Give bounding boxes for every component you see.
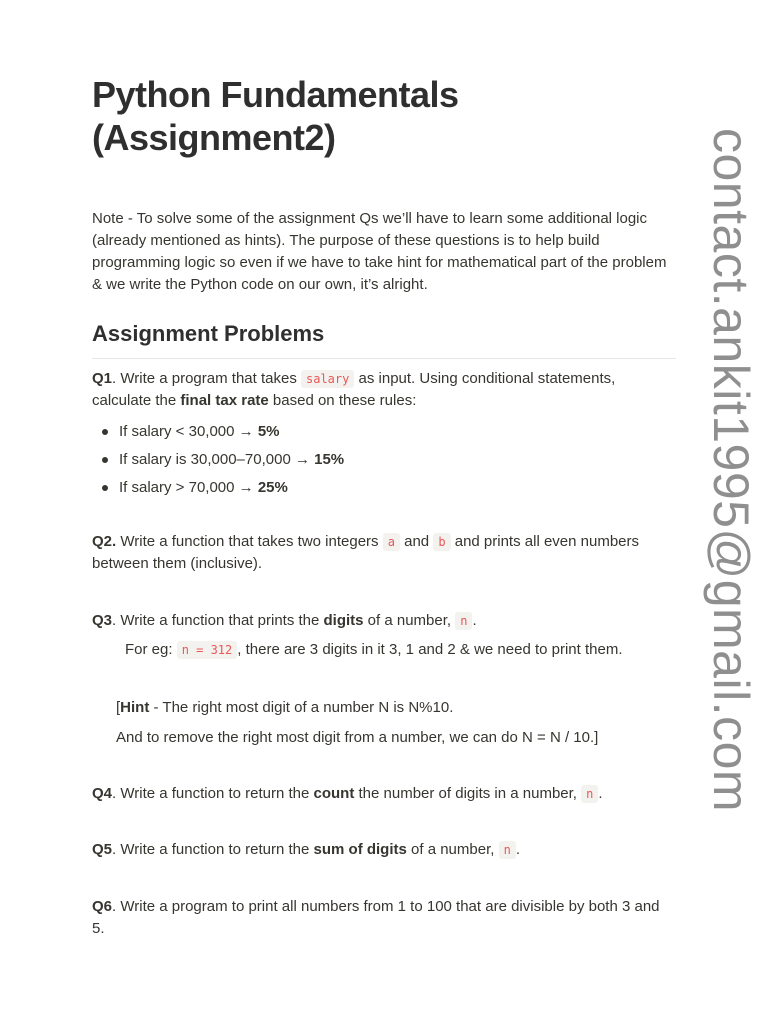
question-text: . Write a function that prints the [112, 612, 324, 629]
email-watermark: contact.ankit1995@gmail.com [703, 128, 759, 813]
question-text: as input. Using conditional statements, calculate the [92, 370, 616, 409]
question-5 [92, 839, 676, 861]
question-text: . [472, 612, 477, 629]
question-text: of a number, [363, 612, 456, 629]
inline-code: n = 312 [177, 641, 238, 659]
question-label: Q3 [92, 612, 113, 629]
question-text: . [598, 785, 603, 802]
bold-term: count [313, 785, 355, 802]
question-text: . Write a function to return the [112, 785, 314, 802]
inline-code: a [383, 533, 400, 551]
question-1 [92, 368, 676, 412]
inline-code: n [499, 841, 516, 859]
question-text: and [399, 533, 434, 550]
list-item [119, 446, 344, 474]
hint-bracket: [ [116, 699, 121, 716]
inline-code: b [433, 533, 450, 551]
question-text: the number of digits in a number, [354, 785, 582, 802]
question-text: . Write a function to return the [112, 841, 314, 858]
hint-line-1 [116, 697, 453, 719]
question-text: . [515, 841, 520, 858]
question-text: Write a function that takes two integers [116, 533, 383, 550]
question-label: Q5 [92, 841, 113, 858]
hint-text: - The right most digit of a number N is N%10. [149, 699, 454, 716]
inline-code: n [581, 785, 598, 803]
section-heading: Assignment Problems [92, 321, 325, 346]
note-paragraph: Note - To solve some of the assignment Qs we’ll have to learn some additional logic (already mentioned as hints). The purpose of these questions is to help build programming logic so even if we have to take hint for mathematical part of the problem & we write the Python code on our own, it’s alright. [92, 210, 667, 293]
inline-code: n [455, 612, 472, 630]
rule-rate: 5% [257, 423, 280, 440]
question-text: . Write a program to print all numbers from 1 to 100 that are divisible by both 3 and 5. [92, 898, 660, 937]
page-title: Python Fundamentals (Assignment2) [92, 74, 459, 158]
bold-term: final tax rate [180, 392, 269, 409]
list-item [119, 418, 344, 446]
bold-term: sum of digits [313, 841, 407, 858]
rule-text: If salary is 30,000–70,000 → [119, 451, 315, 468]
bold-term: digits [323, 612, 364, 629]
question-text: . Write a program that takes [112, 370, 301, 387]
question-6 [92, 896, 676, 940]
question-text: and prints all even numbers between them (inclusive). [92, 533, 639, 572]
hint-line-2: And to remove the right most digit from a number, we can do N = N / 10.] [116, 729, 599, 746]
inline-code: salary [301, 370, 354, 388]
example-prefix: For eg: [125, 641, 177, 658]
question-2 [92, 531, 676, 575]
tax-rules-list [92, 418, 344, 502]
question-text: based on these rules: [268, 392, 417, 409]
question-4 [92, 783, 676, 805]
example-line [125, 639, 623, 661]
rule-rate: 15% [314, 451, 345, 468]
rule-rate: 25% [257, 479, 288, 496]
hint-label: Hint [120, 699, 150, 716]
question-label: Q4 [92, 785, 113, 802]
list-item [119, 474, 344, 502]
question-label: Q6 [92, 898, 113, 915]
rule-text: If salary > 70,000 → [119, 479, 258, 496]
question-text: of a number, [406, 841, 499, 858]
question-label: Q1 [92, 370, 113, 387]
example-text: , there are 3 digits in it 3, 1 and 2 & we need to print them. [237, 641, 623, 658]
section-divider [92, 358, 676, 359]
question-label: Q2. [92, 533, 117, 550]
rule-text: If salary < 30,000 → [119, 423, 258, 440]
question-3 [92, 610, 676, 632]
